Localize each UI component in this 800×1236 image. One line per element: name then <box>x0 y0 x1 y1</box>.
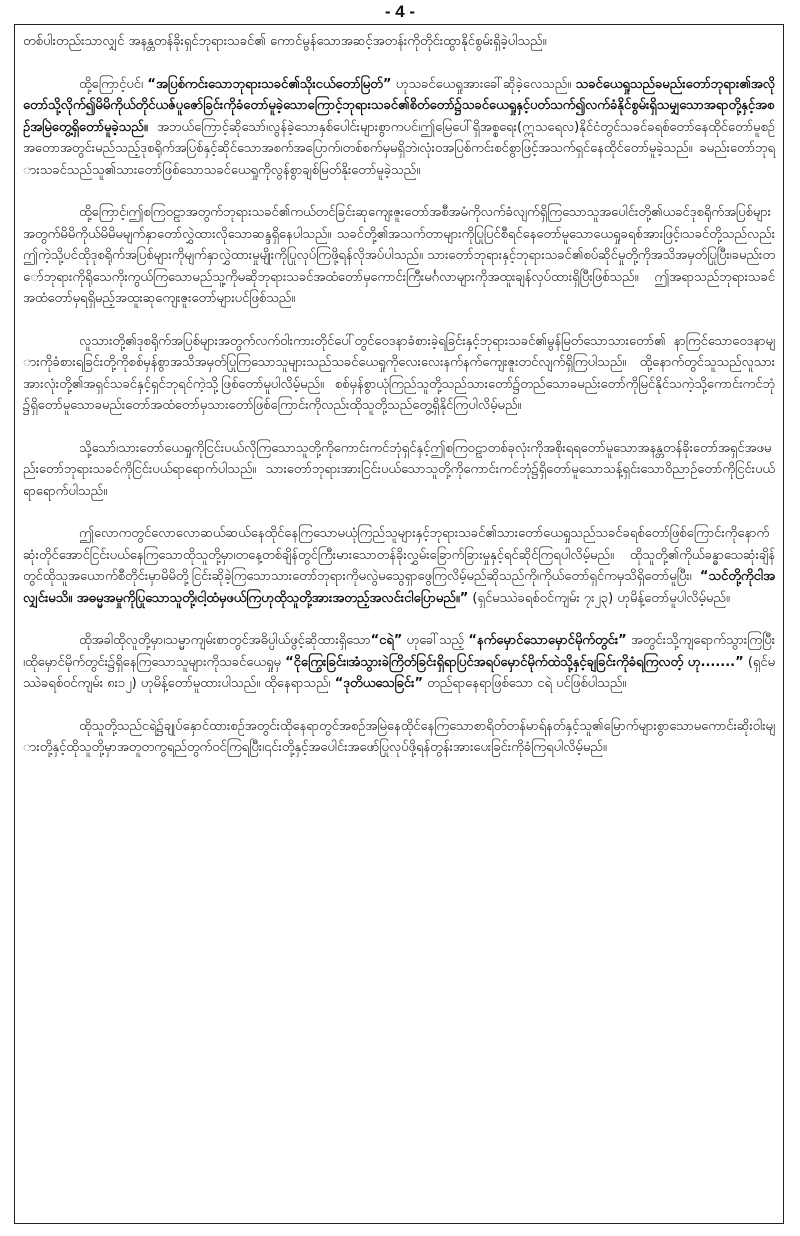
paragraph-gap <box>23 502 775 523</box>
bold-text-segment: “နက်မှောင်သောမှောင်မိုက်တွင်း” <box>468 633 627 648</box>
text-segment: ထို့ကြောင့်ပင်၊ <box>79 76 148 92</box>
paragraph-p8 <box>23 716 775 759</box>
paragraph-gap <box>23 53 775 74</box>
paragraph-p4 <box>23 331 775 417</box>
bold-text-segment: “ငိုကြွေးခြင်း၊အံသွားခဲကြိတ်ခြင်းရှိရာပြင်အရပ်မှောင်မိုက်ထဲသို့နှင့်ချခြင်းကိုခံရကြလတ့် ဟု.......” <box>285 654 744 670</box>
text-segment: ထိုအခါထိုလူတို့မှာ၊သမ္မာကျမ်းစာတွင်အဓိပ္ပါယ်ဖွင့်ဆိုထားရှိသော <box>79 633 371 648</box>
paragraph-p6 <box>23 523 775 609</box>
text-segment: အတွင်းသို့ကျရောက်သွားကြပြီး၊ထိုမှောင်မိုက်တွင်း၌ရှိနေကြသောသူများကိုသခင်ယေရှုမှ <box>23 633 775 670</box>
paragraph-p2 <box>23 74 775 182</box>
paragraph-gap <box>23 417 775 438</box>
paragraph-gap <box>23 181 775 202</box>
page-number: - 4 - <box>384 2 416 21</box>
document-body <box>23 31 775 759</box>
paragraph-gap <box>23 609 775 630</box>
text-segment: (ရှင်မဿဲခရစ်ဝင်ကျမ်း ၈း၁၂) ဟုမိန့်တော်မူထားပါသည်။ ထိုနေရာသည်၊ <box>23 654 775 691</box>
bold-text-segment: “အပြစ်ကင်းသောဘုရားသခင်၏သိုးငယ်တော်မြတ်” <box>147 76 392 92</box>
paragraph-p3 <box>23 202 775 310</box>
bold-text-segment: “ငရဲ” <box>370 633 403 648</box>
bold-text-segment: “ဒုတိယသေခြင်း” <box>334 676 423 691</box>
text-segment: အဘယ်ကြောင့်ဆိုသော်၊လွန်ခဲ့သောနှစ်ပေါင်းများစွာကပင်၊ဤမြေပေါ်ရှိအစ္စရေး(ဣသရေလ)နိုင်ငံတွင်သခင်ခရစ်တော်နေထိုင်တော်မူစဉ်အတောအတွင်းမည်သည့်ဒုစရိုက်အပြစ်နှင့်ဆိုင်သောအစက်အပြောက်၊တစ်စက်မှမရှိဘဲ၊လုံးဝအပြစ်ကင်းစင်စွာဖြင့်အသက်ရှင်နေထိုင်တော်မူခဲ့သည်။ ခမည်းတော်ဘုရားသခင်သည်သူ၏သားတော်ဖြစ်သောသခင်ယေရှုကိုလွန်စွာချစ်မြတ်နိုးတော်မူခဲ့သည်။ <box>23 119 775 178</box>
paragraph-p7 <box>23 630 775 695</box>
bold-text-segment: “သင်တို့ကိုငါအလျှင်းမသိ။ အဓမ္မအမှုကိုပြုသောသူတို့၊ငါ့ထံမှဖယ်ကြဟုထိုသူတို့အားအတည့်အလင်းငါပြောမည်။” <box>23 569 775 606</box>
text-segment: (ရှင်မဿဲခရစ်ဝင်ကျမ်း ၇း၂၃) ဟုမိန့်တော်မူပါလိမ့်မည်။ <box>468 590 730 606</box>
paragraph-gap <box>23 695 775 716</box>
page-frame <box>14 24 784 1224</box>
bold-text-segment: သခင်ယေရှုသည်ခမည်းတော်ဘုရား၏အလိုတော်သို့လိုက်၍မိမိကိုယ်တိုင်ယဇ်ပူဇော်ခြင်းကိုခံတော်မူခဲ့သောကြောင့်ဘုရားသခင်၏စိတ်တော်၌သခင်ယေရှုနှင့်ပတ်သက်၍လက်ခံနိုင်စွမ်းရှိသမျှသောအရာတို့နှင့်အစဉ်အမြဲတွေ့ရှိတော်မူခဲ့သည်။ <box>23 76 775 135</box>
paragraph-p5 <box>23 438 775 503</box>
text-segment: သို့သော်၊သားတော်ယေရှုကိုငြင်းပယ်လိုကြသောသူတို့ကိုကောင်းကင်ဘုံရှင်နှင့်ဤစကြဝဠာတစ်ခုလုံးကိုအစိုးရရတော်မူသောအနန္တတန်ခိုးတော်အရှင်အဖမည်းတော်ဘုရားသခင်ကိုငြင်းပယ်ရာရောက်ပါသည်။ သားတော်ဘုရားအားငြင်းပယ်သောသူတို့ကိုကောင်းကင်ဘုံ၌ရှိတော်မူသောသန့်ရှင်းသောဝိညာဉ်တော်ကိုငြင်းပယ်ရာရောက်ပါသည်။ <box>23 440 775 499</box>
text-segment: ဤလောကတွင်လောလောဆယ်ဆယ်နေထိုင်နေကြသောမယုံကြည်သူများနှင့်ဘုရားသခင်၏သားတော်ယေရှုသည်သခင်ခရစ်တော်ဖြစ်ကြောင်းကိုနောက်ဆုံးတိုင်အောင်ငြင်းပယ်နေကြသောထိုသူတို့မှာ၊တနေ့တစ်ချိန်တွင်ကြီးမားသောတန်ခိုးလွှမ်းခြောက်ခြားမှုနှင့်ရင်ဆိုင်ကြရပါလိမ့်မည်။ ထိုသူတို့၏ကိုယ်ခန္ဓာသေဆုံးချိန်တွင်ထိုသူအယောက်စီတိုင်းမှာမိမိတို့ငြင်းဆိုခဲ့ကြသောသားတော်ဘုရားကိုမလွဲမသွေရှာဖွေကြလိမ့်မည်ဆိုသည်ကို၊ကိုယ်တော်ရှင်ကမှသိရှိတော်မူပြီး၊ <box>23 526 775 584</box>
text-segment: တည်ရာနေရာဖြစ်သော ငရဲ ပင်ဖြစ်ပါသည်။ <box>423 676 627 691</box>
text-segment: ထိုသူတို့သည်ငရဲ၌ချုပ်နှောင်ထားစဉ်အတွင်းထိုနေရာတွင်အစဉ်အမြဲနေထိုင်နေကြသောစာရိတ်တန်မာရ်နတ်နှင့်သူ၏မြောက်များစွာသောမကောင်းဆိုးဝါးများတို့နှင့်ထိုသူတို့မှာအတူတကွရည်တွက်ဝင်ကြရပြီး၊၎င်းတို့နှင့်အပေါင်းအဖော်ပြုလုပ်ဖို့ရန်တွန်းအားပေးခြင်းကိုခံကြရပါလိမ့်မည်။ <box>23 718 776 755</box>
paragraph-gap <box>23 310 775 331</box>
text-segment: ဟုသခင်ယေရှုအားခေါ်ဆိုခဲ့လေသည်။ <box>391 76 576 92</box>
text-segment: ဟုခေါ်သည့် <box>402 633 469 648</box>
text-segment: လူသားတို့၏ဒုစရိုက်အပြစ်များအတွက်လက်ဝါးကားတိုင်ပေါ်တွင်ဝေဒနာခံစားခဲ့ရခြင်းနှင့်ဘုရားသခင်၏မွန်မြတ်သောသားတော်၏ နာကြင်သောဝေဒနာများကိုခံစားရခြင်းတို့ကိုစစ်မှန်စွာအသိအမှတ်ပြုကြသောသူများသည်သခင်ယေရှုကိုလေးလေးနက်နက်ကျေးဇူးတင်လျက်ရှိကြပါသည်။ ထို့နောက်တွင်သူသည်လူသားအားလုံးတို့၏အရှင်သခင်နှင့်ရှင်ဘုရင်ကဲ့သို့ဖြစ်တော်မူပါလိမ့်မည်။ စစ်မှန်စွာယုံကြည်သူတို့သည်သားတော်၌တည်သောခမည်းတော်ကိုမြင်နိုင်သကဲ့သို့ကောင်းကင်ဘုံ၌ရှိတော်မူသောခမည်းတော်အထံတော်မှသားတော်ဖြစ်ကြောင်းကိုလည်းထိုသူတို့သည်တွေ့ရှိနိုင်ကြပါလိမ့်မည်။ <box>23 333 775 413</box>
text-segment: ထို့ကြောင့်၊ဤစကြဝဠာအတွက်ဘုရားသခင်၏ကယ်တင်ခြင်းဆုကျေးဇူးတော်အစီအမံကိုလက်ခံလျက်ရှိကြသောသူအပေါင်းတို့၏ယခင်ဒုစရိုက်အပြစ်များအတွက်မိမိကိုယ်မိမိမမျက်နှာတော်လွှဲထားလိုသောဆန္ဒရှိနေပါသည်။ သခင်တို့၏အသက်တာများကိုပြုပြင်စီရင်နေတော်မူသောယေရှုခရစ်အားဖြင့်၊သခင်တို့သည်လည်းဤကဲ့သို့ပင်ထိုဒုစရိုက်အပြစ်များကိုမျက်နှာလွှဲထားမှုမျိုးကိုပြုလုပ်ကြဖို့ရန်လိုအပ်ပါသည်။ သားတော်ဘုရားနှင့်ဘုရားသခင်၏စပ်ဆိုင်မှုတို့ကိုအသိအမှတ်ပြုပြီး၊ခမည်းတော်ဘုရားကိုရိုသေကိုးကွယ်ကြသောမည်သူ့ကိုမဆိုဘုရားသခင်အထံတော်မှကောင်းကြီးမင်္ဂလာများကိုအထူးချန်လှပ်ထားရှိပြီးဖြစ်သည်။ ဤအရာသည်ဘုရားသခင်အထံတော်မှရရှိမည့်အထူးဆုကျေးဇူးတော်များပင်ဖြစ်သည်။ <box>23 205 775 306</box>
paragraph-p1 <box>23 31 775 53</box>
text-segment: တစ်ပါးတည်းသာလျှင် အနန္တတန်ခိုးရှင်ဘုရားသခင်၏ ကောင်မွန်သောအဆင့်အတန်းကိုတိုင်းထွာနိုင်စွမ်းရှိခဲ့ပါသည်။ <box>23 34 547 49</box>
